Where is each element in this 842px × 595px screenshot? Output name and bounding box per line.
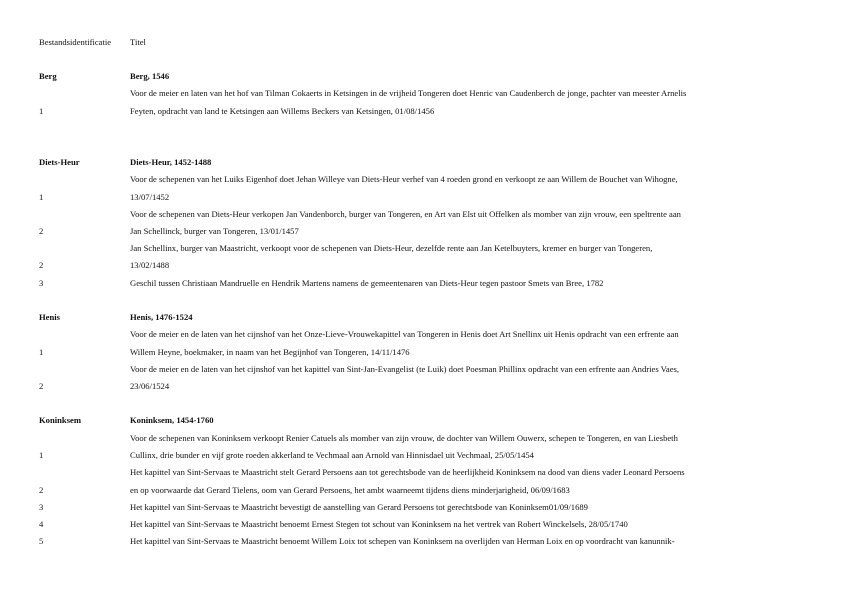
section-title: Diets-Heur, 1452-1488 — [130, 157, 212, 167]
record-text: Jan Schellinck, burger van Tongeren, 13/01/1457 — [130, 226, 299, 236]
section-name: Berg — [39, 71, 57, 81]
record-text: Voor de meier en de laten van het cijnshof van het Onze-Lieve-Vrouwekapittel van Tongeren in Henis doet Art Snellinx uit Henis opdracht van een erfrente aan — [130, 329, 679, 339]
record-text: Feyten, opdracht van land te Ketsingen aan Willems Beckers van Ketsingen, 01/08/1456 — [130, 106, 435, 116]
record-number: 3 — [39, 502, 44, 512]
record-number: 2 — [39, 226, 44, 236]
record-number: 4 — [39, 519, 44, 529]
record-text: Geschil tussen Christiaan Mandruelle en Hendrik Martens namens de gemeentenaren van Diets-Heur tegen pastoor Smets van Bree, 1782 — [130, 278, 604, 288]
record-text: 13/02/1488 — [130, 260, 170, 270]
record-number: 2 — [39, 260, 44, 270]
record-text: Het kapittel van Sint-Servaas te Maastricht benoemt Ernest Stegen tot schout van Koninksem na het vertrek van Robert Winckelsels, 28/05/1740 — [130, 519, 628, 529]
record-number: 5 — [39, 536, 44, 546]
record-text: Het kapittel van Sint-Servaas te Maastricht stelt Gerard Persoens aan tot gerechtsbode van de heerlijkheid Koninksem na dood van diens vader Leonard Persoens — [130, 467, 685, 477]
record-number: 1 — [39, 347, 44, 357]
record-text: Het kapittel van Sint-Servaas te Maastricht bevestigt de aanstelling van Gerard Persoens tot gerechtsbode van Koninksem01/09/1689 — [130, 502, 588, 512]
header-col-identification: Bestandsidentificatie — [39, 37, 112, 47]
record-number: 1 — [39, 450, 44, 460]
section-title: Berg, 1546 — [130, 71, 170, 81]
record-number: 2 — [39, 381, 44, 391]
record-text: Het kapittel van Sint-Servaas te Maastricht benoemt Willem Loix tot schepen van Koninksem na overlijden van Herman Loix en op voordracht van kanunnik- — [130, 536, 675, 546]
section-name: Henis — [39, 312, 61, 322]
record-number: 2 — [39, 485, 44, 495]
record-text: Willem Heyne, boekmaker, in naam van het Begijnhof van Tongeren, 14/11/1476 — [130, 347, 410, 357]
record-text: en op voorwaarde dat Gerard Tielens, oom van Gerard Persoens, het ambt waarneemt tijdens diens minderjarigheid, 06/09/1683 — [130, 485, 570, 495]
header-col-title: Titel — [130, 37, 146, 47]
record-text: 23/06/1524 — [130, 381, 170, 391]
record-text: Cullinx, drie bunder en vijf grote roeden akkerland te Vechmaal aan Arnold van Hinnisdael uit Vechmaal, 25/05/1454 — [130, 450, 534, 460]
record-number: 1 — [39, 192, 44, 202]
section-title: Koninksem, 1454-1760 — [130, 415, 214, 425]
record-text: Jan Schellinx, burger van Maastricht, verkoopt voor de schepenen van Diets-Heur, dezelfde rente aan Jan Ketelbuyters, kremer en burger van Tongeren, — [130, 243, 653, 253]
record-text: Voor de schepenen van Diets-Heur verkopen Jan Vandenborch, burger van Tongeren, en Art van Elst uit Offelken als momber van zijn vrouw, een speltrente aan — [130, 209, 681, 219]
section-name: Diets-Heur — [39, 157, 80, 167]
record-text: Voor de meier en laten van het hof van Tilman Cokaerts in Ketsingen in de vrijheid Tongeren doet Henric van Caudenberch de jonge, pachter van meester Arnelis — [130, 88, 687, 98]
section-name: Koninksem — [39, 415, 82, 425]
record-text: 13/07/1452 — [130, 192, 170, 202]
record-number: 1 — [39, 106, 44, 116]
record-text: Voor de schepenen van het Luiks Eigenhof doet Jehan Willeye van Diets-Heur verhef van 4 roeden grond en verkoopt ze aan Willem de Bouchet van Wihogne, — [130, 174, 678, 184]
record-text: Voor de meier en de laten van het cijnshof van het kapittel van Sint-Jan-Evangelist (te Luik) doet Poesman Phillinx opdracht van een erfrente aan Andries Vaes, — [130, 364, 680, 374]
record-number: 3 — [39, 278, 44, 288]
section-title: Henis, 1476-1524 — [130, 312, 193, 322]
record-text: Voor de schepenen van Koninksem verkoopt Renier Catuels als momber van zijn vrouw, de dochter van Willem Ouwerx, schepen te Tongeren, en van Liesbeth — [130, 433, 678, 443]
